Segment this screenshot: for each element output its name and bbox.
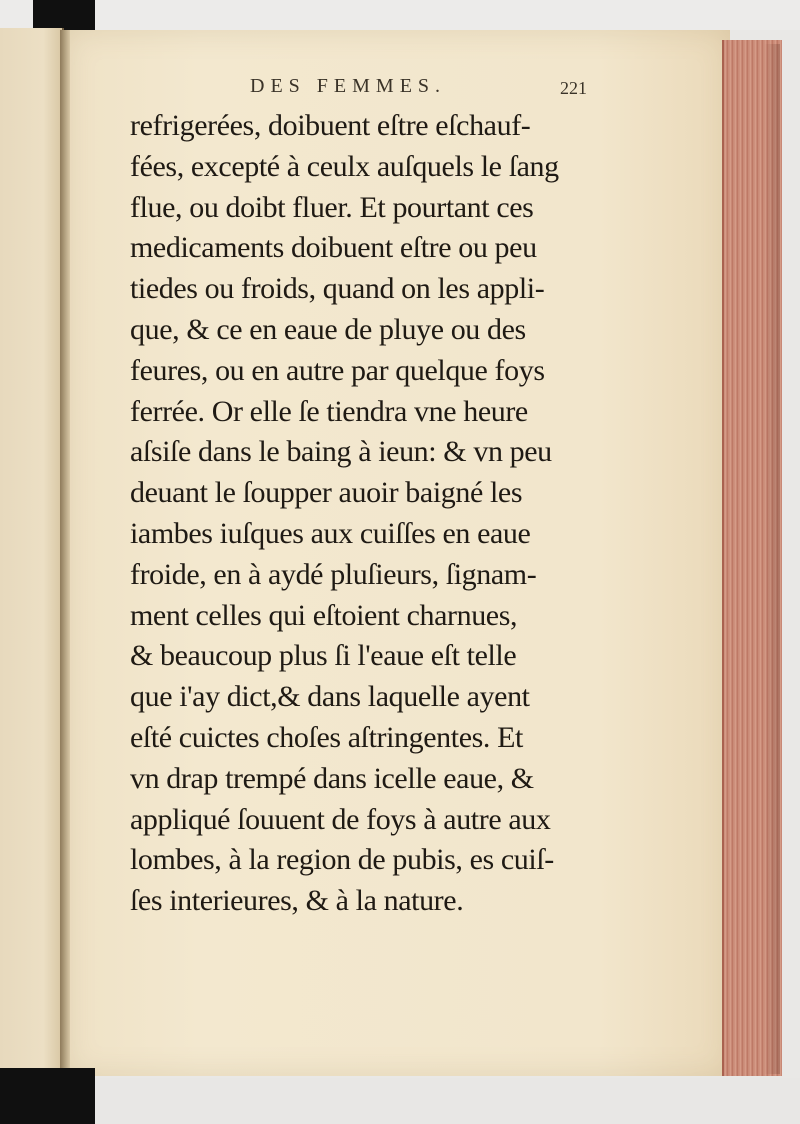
- text-line: refrigerées, doibuent eſtre eſchauf-: [130, 109, 531, 142]
- left-page-edge: [0, 28, 64, 1068]
- text-line: deuant le ſoupper auoir baigné les: [130, 476, 523, 510]
- text-line: tiedes ou froids, quand on les appli-: [130, 272, 545, 306]
- text-line: froide, en à aydé pluſieurs, ſignam-: [130, 557, 537, 591]
- text-line: iambes iuſques aux cuiſſes en eaue: [130, 516, 531, 550]
- book-gutter: [60, 30, 70, 1070]
- bookmark-ribbon-bottom: [0, 1068, 95, 1124]
- text-line: fées, excepté à ceulx auſquels le ſang: [130, 149, 559, 183]
- bookmark-ribbon-top: [33, 0, 95, 30]
- text-line: vn drap trempé dans icelle eaue, &: [130, 761, 534, 795]
- text-line: appliqué ſouuent de foys à autre aux: [130, 802, 551, 836]
- text-line: ſes interieures, & à la nature.: [130, 884, 464, 918]
- text-line: lombes, à la region de pubis, es cuiſ-: [130, 843, 554, 877]
- text-line: feures, ou en autre par quelque foys: [130, 353, 545, 387]
- background-bottom: [0, 1078, 800, 1124]
- text-line: flue, ou doibt fluer. Et pourtant ces: [130, 190, 534, 224]
- text-line: medicaments doibuent eſtre ou peu: [130, 231, 537, 265]
- text-line: que i'ay dict,& dans laquelle ayent: [130, 680, 530, 714]
- text-line: que, & ce en eaue de pluye ou des: [130, 312, 526, 346]
- body-text: [130, 106, 600, 922]
- text-line: ferrée. Or elle ſe tiendra vne heure: [130, 394, 528, 428]
- text-line: & beaucoup plus ſi l'eaue eſt telle: [130, 639, 517, 673]
- background-top: [0, 0, 800, 30]
- fore-edge-shadow: [764, 44, 780, 1074]
- text-line: ment celles qui eſtoient charnues,: [130, 598, 518, 632]
- text-line: eſté cuictes choſes aſtringentes. Et: [130, 720, 523, 754]
- page-number: 221: [560, 78, 587, 98]
- text-line: aſsiſe dans le baing à ieun: & vn peu: [130, 435, 552, 469]
- running-head: DES FEMMES.: [250, 75, 447, 97]
